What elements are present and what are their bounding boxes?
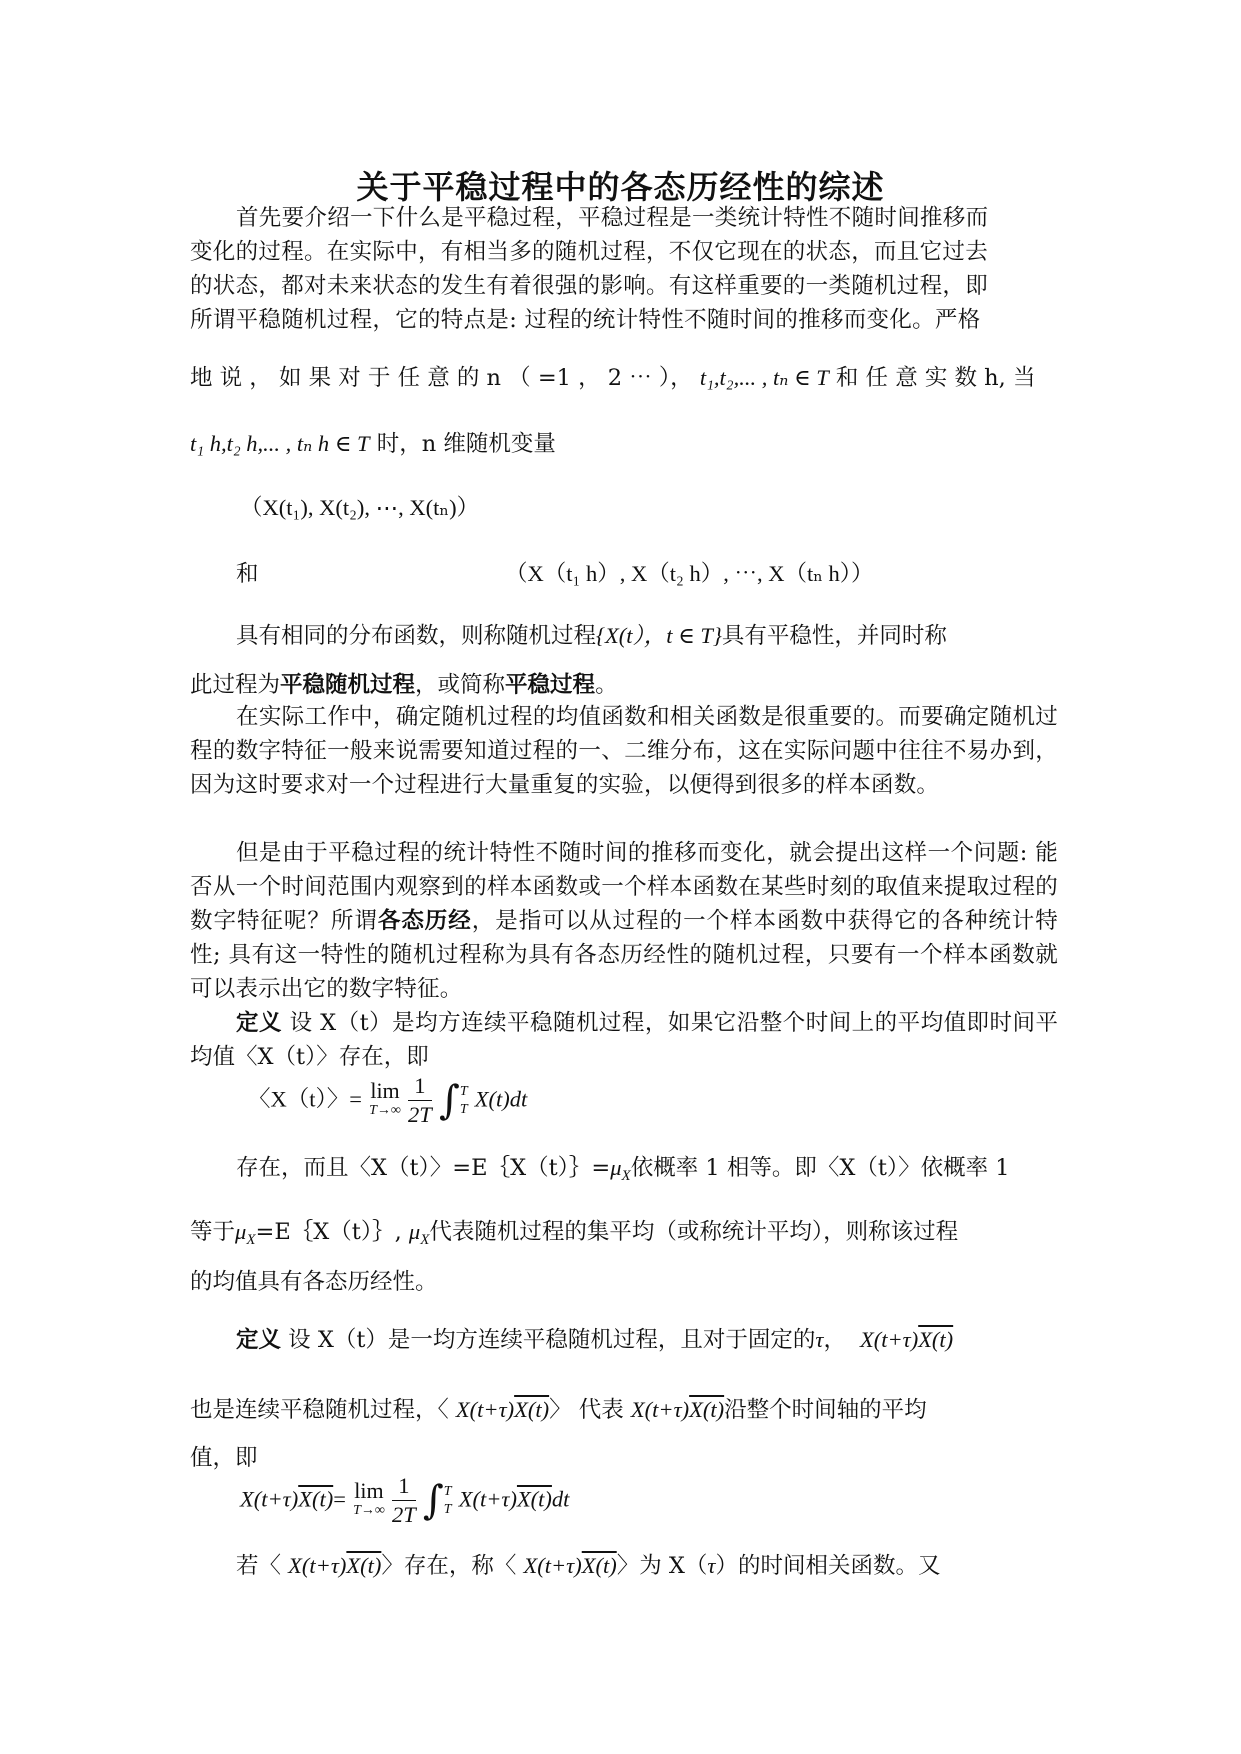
def1-eq-body: X(t)dt (474, 1086, 528, 1112)
def2-last-line (236, 1548, 1104, 1580)
def1-eq-upper: T (459, 1083, 468, 1099)
p1-line2: 变化的过程。在实际中，有相当多的随机过程，不仅它现在的状态，而且它过去 (190, 239, 989, 265)
def2-eq-upper: T (443, 1483, 452, 1499)
mu-subscript: X (246, 1232, 256, 1248)
def1-equation (248, 1072, 1116, 1129)
p1-line3: 的状态，都对未来状态的发生有着很强的影响。有这样重要的一类随机过程，即 (190, 273, 989, 299)
p1-line5-text-b: 和 任 意 实 数 h, 当 (828, 365, 1036, 391)
def2-text-a: 设 X（t）是一均方连续平稳随机过程，且对于固定的 (281, 1327, 816, 1353)
def1-eq-num: 1 (408, 1072, 432, 1101)
def1-after-line2 (190, 1214, 1058, 1249)
p2-text-b: 具有平稳性，并同时称 (721, 623, 947, 649)
def1-eq-lim-sub: T→∞ (369, 1102, 401, 1118)
vector-2: （X（t₁ h）, X（t₂ h）, ⋯, X（tₙ h）） (505, 561, 874, 586)
def2-line2 (190, 1392, 1058, 1424)
def2-eq-den: 2T (392, 1502, 416, 1527)
page-title: 关于平稳过程中的各态历经性的综述 (356, 168, 885, 206)
def2-line2-c: 沿整个时间轴的平均 (724, 1397, 927, 1423)
and-word: 和 (236, 561, 259, 587)
def2-last-a: 若〈 (236, 1553, 289, 1579)
def1-text (190, 1006, 1058, 1074)
mu-subscript: X (420, 1232, 430, 1248)
def2-text-b: ， (823, 1327, 846, 1353)
def2-expr-b: X(t) (689, 1397, 725, 1422)
integral-sign: ∫ (438, 1077, 460, 1124)
p1-line6-math: t₁ h,t₂ h,... , tₙ h ∈ T (190, 431, 370, 456)
def1-eq-lim: lim (370, 1077, 400, 1103)
def2-eq-limit (353, 1477, 385, 1521)
def2-equation (240, 1472, 1108, 1529)
term-stationary-random-process: 平稳随机过程 (280, 672, 416, 698)
def2-expr-a: X(t+τ) (455, 1397, 515, 1422)
def1-eq-lhs: 〈X（t）〉= (248, 1086, 362, 1112)
p2-math: {X(t），t ∈ T} (596, 623, 722, 648)
def2-eq-body-a: X(t+τ) (458, 1486, 517, 1512)
def1-eq-int-limits (460, 1083, 468, 1119)
def2-line3: 值，即 (190, 1445, 258, 1471)
def2-eq-num: 1 (392, 1472, 416, 1501)
def1-after-line1 (236, 1150, 1104, 1185)
def2-last-d: ）的时间相关函数。又 (715, 1553, 941, 1579)
p2-line2 (190, 667, 1058, 699)
def2-eq-dt: dt (551, 1486, 570, 1512)
def1-eq-fraction (408, 1072, 432, 1129)
p1-line5-text-a: 地 说 ， 如 果 对 于 任 意 的 n （ =1 ， 2 ⋯ ）， (190, 365, 700, 391)
def2-last-b: 〉存在，称〈 (381, 1553, 524, 1579)
def2-eq-lower: T (443, 1501, 452, 1517)
def2-expr-b: X(t) (918, 1327, 954, 1352)
p2-text-c2: ，或简称 (415, 672, 506, 698)
def2-line1 (236, 1322, 1104, 1354)
def1-eq-den: 2T (408, 1102, 432, 1127)
def2-eq-int-limits (444, 1483, 452, 1519)
def2-label: 定义 (236, 1327, 282, 1353)
p4-text-a: 但是由于平稳过程的统计特性不随时间的推移而变化，就会提出这样一个问题: 能否从一个时间范围内观察到的样本函数或一个样本函数在某些时刻的取值来提取过程的数字特征呢？所谓 (190, 840, 1058, 934)
def2-expr-a: X(t+τ) (859, 1327, 919, 1352)
p2-text-c1: 此过程为 (190, 672, 281, 698)
p1-line4: 所谓平稳随机过程，它的特点是: 过程的统计特性不随时间的推移而变化。严格 (190, 307, 981, 333)
p2-line1 (236, 618, 1104, 650)
def2-line2-a: 也是连续平稳随机过程，〈 (190, 1397, 456, 1423)
def2-expr-b: X(t) (514, 1397, 550, 1422)
def1-after1: 存在，而且〈X（t）〉=E｛X（t）｝= (236, 1155, 611, 1181)
mu-symbol: μ (610, 1155, 622, 1180)
def1-after2: 依概率 1 相等。即〈X（t）〉依概率 1 (630, 1155, 1010, 1181)
def2-eq-expr-a: X(t+τ) (240, 1486, 299, 1512)
def2-expr-a: X(t+τ) (523, 1553, 582, 1578)
p1-line1: 首先要介绍一下什么是平稳过程，平稳过程是一类统计特性不随时间推移而 (236, 205, 989, 231)
def1-after-line3: 的均值具有各态历经性。 (190, 1269, 438, 1295)
term-ergodicity: 各态历经 (377, 908, 472, 934)
def2-expr-a: X(t+τ) (288, 1553, 347, 1578)
def2-eq-expr-b: X(t) (298, 1486, 334, 1512)
p2-text-c3: 。 (595, 672, 618, 698)
def1-after3: 等于 (190, 1219, 236, 1245)
p1-line6 (190, 426, 1058, 458)
def1-label: 定义 (236, 1010, 282, 1036)
def2-eq-fraction (392, 1472, 416, 1529)
p2-text-a: 具有相同的分布函数，则称随机过程 (236, 623, 597, 649)
def2-eq-body-b: X(t) (516, 1486, 552, 1512)
p3: 在实际工作中，确定随机过程的均值函数和相关函数是很重要的。而要确定随机过程的数字特征一般来说需要知道过程的一、二维分布，这在实际问题中往往不易办到，因为这时要求对一个过程进行大量重复的实验，以便得到很多的样本函数。 (190, 704, 1058, 798)
integral-sign: ∫ (422, 1477, 444, 1524)
p1-line5-math: t₁,t₂,... , tₙ ∈ T (699, 365, 829, 390)
tau-symbol: τ (815, 1327, 824, 1352)
p4 (190, 836, 1058, 1006)
p1-line5 (190, 360, 1058, 392)
mu-symbol: μ (408, 1219, 421, 1244)
mu-symbol: μ (235, 1219, 247, 1244)
p4-text-b: ，是指可以从过程的一个样本函数中获得它的各种统计特性; 具有这一特性的随机过程称为具有各态历经性的随机过程，只要有一个样本函数就可以表示出它的数字特征。 (190, 908, 1058, 1002)
def2-expr-b: X(t) (346, 1553, 382, 1578)
def1-eq-limit (369, 1077, 401, 1121)
def1-body: 设 X（t）是均方连续平稳随机过程，如果它沿整个时间上的平均值即时间平均值〈X（t）〉存在，即 (190, 1010, 1058, 1070)
def1-eq-lower: T (459, 1101, 468, 1117)
def2-eq-lim-sub: T→∞ (353, 1502, 385, 1518)
def2-eq-lim: lim (354, 1477, 384, 1503)
def1-after4: =E｛X（t）｝, (255, 1219, 409, 1245)
term-stationary-process: 平稳过程 (505, 672, 596, 698)
def2-line2-b: 〉 代表 (549, 1397, 631, 1423)
def2-expr-b: X(t) (581, 1553, 617, 1578)
tau-symbol: τ (707, 1553, 716, 1578)
p1-line6-text: 时，n 维随机变量 (369, 431, 556, 457)
def1-after5: 代表随机过程的集平均（或称统计平均），则称该过程 (429, 1219, 959, 1245)
def2-expr-a: X(t+τ) (630, 1397, 690, 1422)
def2-last-c: 〉为 X（ (616, 1553, 708, 1579)
mu-subscript: X (621, 1168, 631, 1184)
def2-eq-equals: = (333, 1486, 346, 1512)
vector-1: （X(t₁), X(t₂), ⋯, X(tₙ)） (240, 495, 480, 520)
